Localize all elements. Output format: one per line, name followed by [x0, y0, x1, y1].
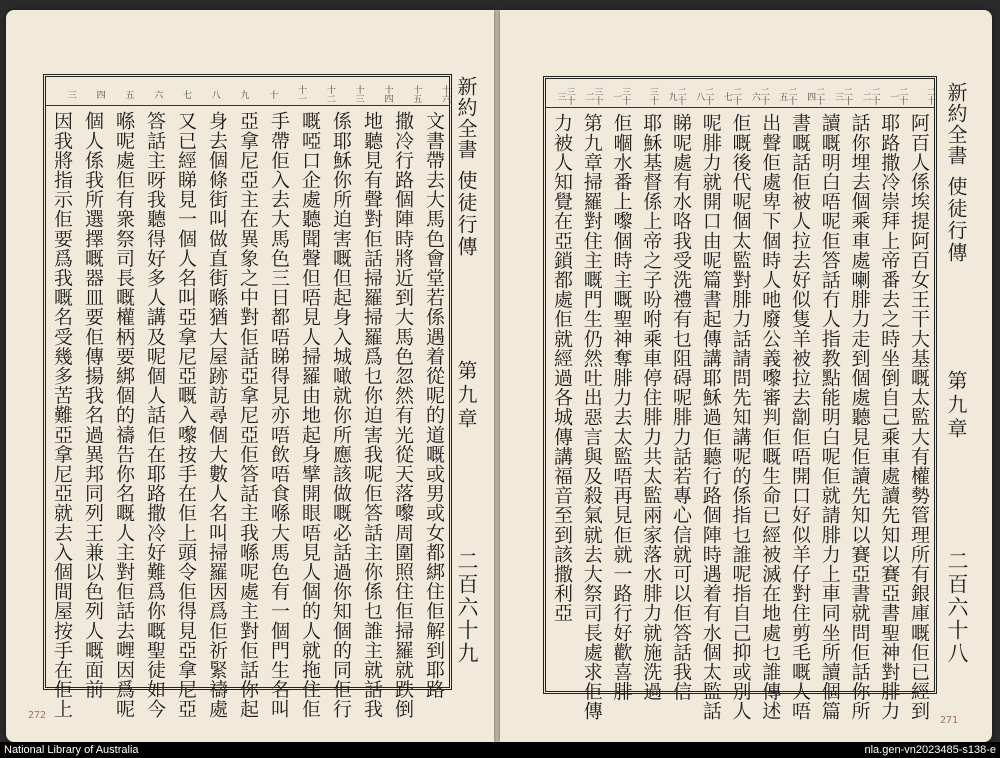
left-chapter-label: 第九章	[454, 360, 478, 432]
verse-number: 六	[152, 89, 163, 99]
verse-number: 四	[94, 89, 105, 99]
text-column: 話你埋去個乘車處喇腓力走到個處聽見佢讀先知以賽亞書就問佢話你所	[848, 113, 871, 721]
text-column: 文書帶去大馬色會堂若係遇着從呢的道嘅或男或女都綁住佢解到耶路	[423, 111, 445, 699]
right-chapter-label: 第九章	[944, 370, 968, 442]
text-column: 阿百人係埃提阿百女王干大基嘅太監大有權勢管理所有銀庫嘅佢已經到	[908, 113, 930, 721]
right-verse-number-row	[546, 79, 934, 108]
verse-number: 三十二	[583, 87, 603, 105]
text-column: 喺呢處佢有衆祭司長嘅權柄要綁個的禱告你名嘅人主對佢話去𠹺因爲呢	[113, 111, 135, 719]
text-column: 身去個條街叫做直街喺猶大屋跡訪尋個大數人名叫掃羅因爲佢祈緊禱處	[206, 111, 228, 719]
text-column: 讀嘅明白唔呢佢答話冇人指教點能明白呢佢就請腓力上車同坐所讀個篇	[818, 113, 841, 721]
verse-number: 三十三	[555, 87, 575, 105]
verse-number: 八	[209, 89, 220, 99]
text-column: 嘅啞口企處聽聞聲但唔見人掃羅由地起身擘開眼唔見人個的人就拖住佢	[299, 111, 321, 719]
verse-number: 二十一	[888, 87, 908, 105]
right-text-body	[551, 113, 930, 721]
right-text-frame	[543, 76, 937, 721]
text-column: 力被人知覺在亞鎖都處佢就經過各城傳講福音至到該撒利亞	[551, 113, 573, 623]
verse-number: 二十四	[805, 87, 825, 105]
verse-number: 五	[123, 89, 134, 99]
left-text-frame	[43, 74, 452, 719]
text-column: 耶路撒冷崇拜上帝番去之時坐倒自己乘車處讀先知以賽亞書聖神對腓力	[878, 113, 901, 721]
verse-number: 二十	[925, 87, 935, 105]
text-column: 呢腓力就開口由呢篇書起傳講耶穌過佢聽行路個陣時遇着有水個太監話	[699, 113, 722, 721]
text-column: 佢嘅後代呢個太監對腓力話請問先知講呢的係指乜誰呢指自己抑或別人	[729, 113, 752, 721]
text-column: 出聲佢處卑下個時人吔廢公義嚟審判佢嘅生命已經被滅在地處乜誰傳述	[759, 113, 782, 721]
verse-number: 十六	[440, 85, 450, 103]
verse-number: 十	[267, 89, 278, 99]
left-text-body	[51, 111, 445, 719]
library-caption-bar	[0, 742, 1000, 758]
verse-number: 十四	[382, 85, 393, 103]
text-column: 手帶佢入去大馬色三日都唔睇得見亦唔飲唔食喺大馬色有一個門生名叫	[268, 111, 290, 719]
verse-number: 三十一	[611, 87, 631, 105]
verse-number: 二十六	[749, 87, 769, 105]
left-book-name: 使徒行傳	[454, 170, 478, 258]
text-column: 撒冷行路個陣時將近到大馬色忽然有光從天落嚟周圍照住佢掃羅就跌倒	[392, 111, 414, 719]
record-identifier: nla.gen-vn2023485-s138-e	[864, 744, 996, 756]
left-page	[6, 10, 494, 742]
verse-number: 二十八	[694, 87, 714, 105]
verse-number: 二十二	[860, 87, 880, 105]
left-catalog-note: 272	[28, 710, 47, 721]
right-page	[500, 10, 992, 742]
verse-number: 二十三	[832, 87, 852, 105]
text-column: 又已經睇見一個人名叫亞拿尼亞嘅入嚟按手在佢上頭令佢得見亞拿尼亞	[175, 111, 197, 719]
left-book-title: 新約全書	[454, 76, 478, 160]
right-book-name: 使徒行傳	[944, 176, 968, 264]
text-column: 個人係我所選擇嘅器皿要佢傳揚我名過異邦同列王兼以色列人嘅面前	[82, 111, 104, 699]
verse-number: 十三	[353, 85, 364, 103]
library-name: National Library of Australia	[4, 744, 139, 756]
left-verse-number-row	[46, 77, 449, 106]
verse-number: 二十九	[666, 87, 686, 105]
right-book-title: 新約全書	[944, 82, 968, 166]
text-column: 耶穌基督係上帝之子吩咐乘車停住腓力共太監兩家落水腓力就施洗過	[640, 113, 663, 701]
text-column: 佢嗰水番上嚟個時主嘅聖神奪腓力去太監唔再見佢就一路行好歡喜腓	[610, 113, 633, 701]
verse-number: 十二	[324, 85, 335, 103]
verse-number: 十一	[296, 85, 307, 103]
verse-number: 七	[180, 89, 191, 99]
right-catalog-note: 271	[940, 715, 959, 726]
text-column: 書嘅話佢被人拉去好似隻羊被拉去劏佢唔開口好似羊仔對住剪毛嘅人唔	[789, 113, 811, 721]
verse-number: 十五	[411, 85, 422, 103]
verse-number: 三十	[647, 87, 658, 105]
right-page-number: 二百六十八	[945, 550, 969, 665]
text-column: 因我將指示佢要爲我嘅名受幾多苦難亞拿尼亞就去入個間屋按手在佢上	[51, 111, 73, 719]
text-column: 第九章掃羅對住主嘅門生仍然吐出惡言與及殺氣就去大祭司長處求佢傳	[580, 113, 603, 721]
verse-number: 二十七	[721, 87, 741, 105]
text-column: 亞拿尼亞主在異象之中對佢話亞拿尼亞佢答話主我喺呢處主對佢話你起	[237, 111, 259, 719]
text-column: 答話主呀我聽得好多人講及呢個人話佢在耶路撒冷好難爲你嘅聖徒如今	[144, 111, 166, 719]
text-column: 係耶穌你所迫害嘅但起身入城噉就你所應該做嘅必話過你知個的同佢行	[330, 111, 352, 719]
verse-number: 三	[65, 89, 76, 99]
left-page-number: 二百六十九	[455, 550, 479, 665]
text-column: 地聽見有聲對佢話掃羅掃羅爲乜你迫害我呢佢答話主你係乜誰主就話我	[361, 111, 383, 719]
verse-number: 二十五	[777, 87, 797, 105]
text-column: 睇呢處有水咯我受洗禮有乜阻碍呢腓力話若專心信就可以佢答話我信	[670, 113, 692, 701]
verse-number: 九	[238, 89, 249, 99]
